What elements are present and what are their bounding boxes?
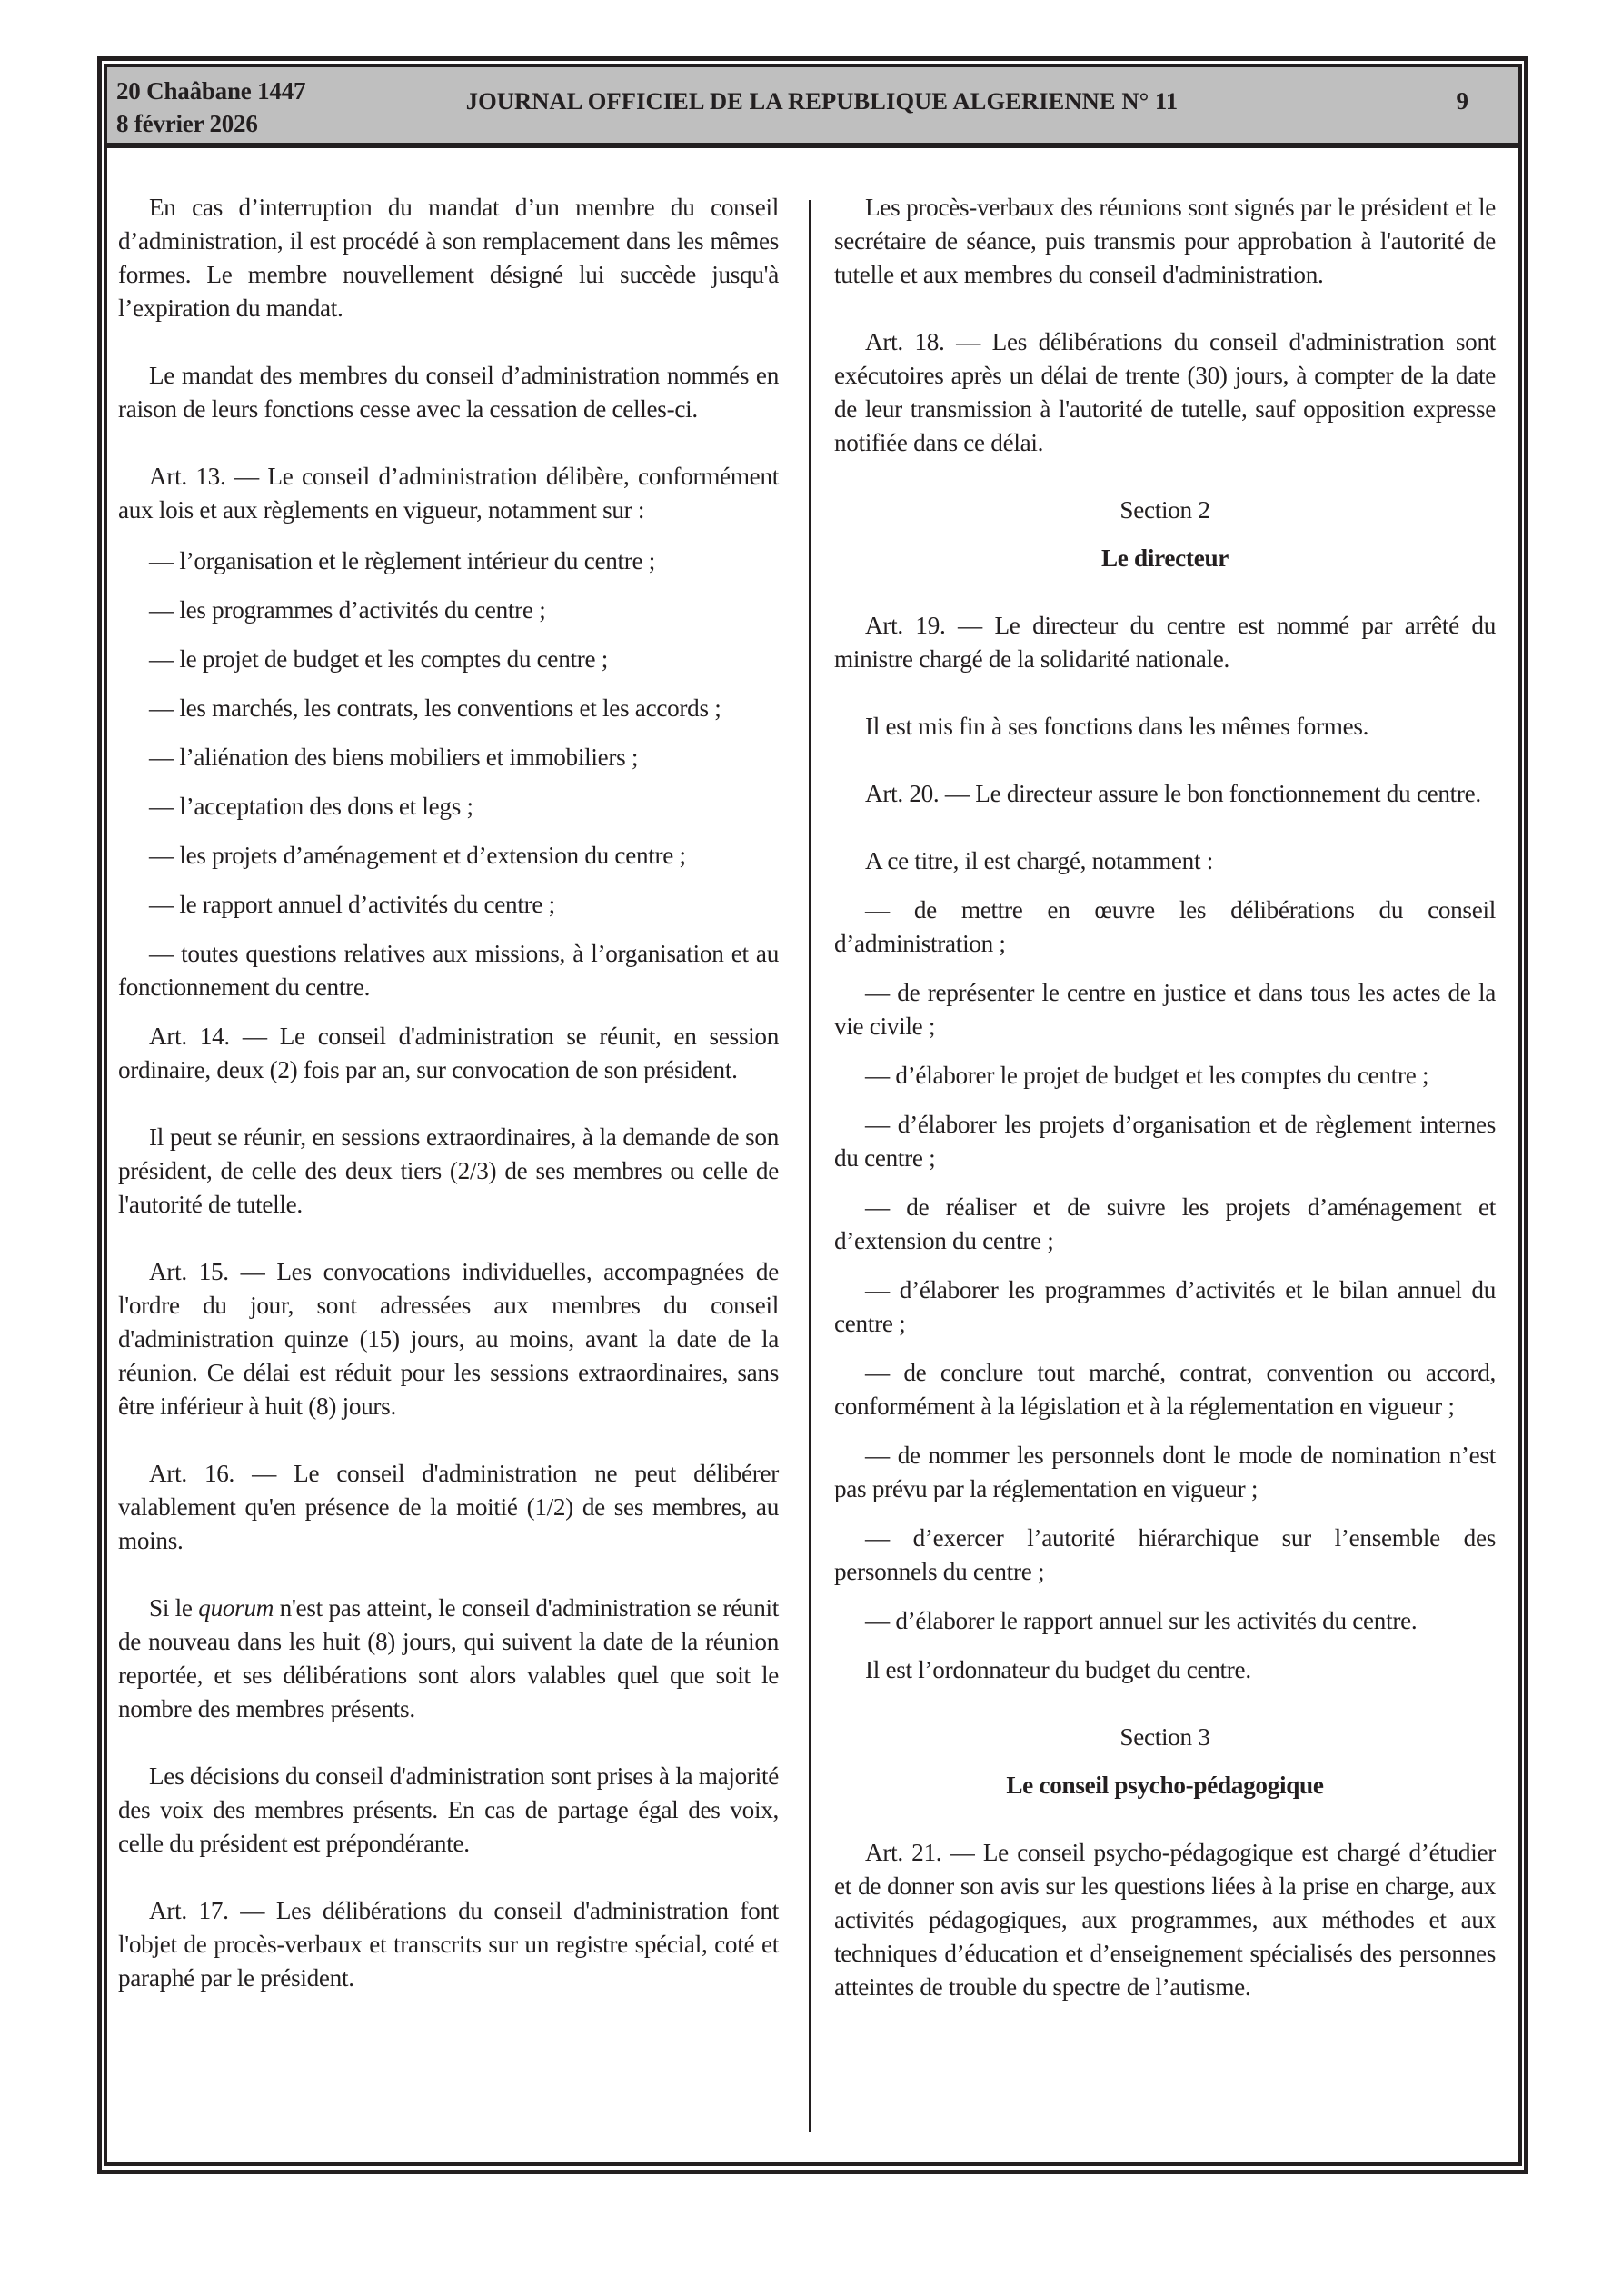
list-item: — les programmes d’activités du centre ; (149, 596, 546, 624)
article-15: Art. 15. — Les convocations individuelles, accompagnées de l'ordre du jour, sont adressées aux membres du conseil d'administration quinze (15) jours, au moins, avant la date de la réunion. Ce délai est réduit pour les sessions extraordinaires, sans être inférieur à huit (8) jours. (118, 1258, 779, 1420)
section-2-label: Section 2 (1119, 496, 1210, 524)
article-14: Art. 14. — Le conseil d'administration se réunit, en session ordinaire, deux (2) fois par an, sur convocation de son président. (118, 1023, 779, 1083)
list-item: — le projet de budget et les comptes du centre ; (149, 645, 609, 673)
list-item: — d’élaborer les projets d’organisation et de règlement internes du centre ; (834, 1111, 1496, 1172)
article-19: Art. 19. — Le directeur du centre est nommé par arrêté du ministre chargé de la solidarité nationale. (834, 612, 1496, 673)
right-column (834, 191, 1496, 2021)
section-3-label: Section 3 (1119, 1723, 1210, 1751)
list-item: — de nommer les personnels dont le mode de nomination n’est pas prévu par la réglementation en vigueur ; (834, 1442, 1496, 1502)
list-item: — d’exercer l’autorité hiérarchique sur l’ensemble des personnels du centre ; (834, 1524, 1496, 1585)
article-16-decisions: Les décisions du conseil d'administration sont prises à la majorité des voix des membres présents. En cas de partage égal des voix, celle du président est prépondérante. (118, 1762, 779, 1857)
list-item: — d’élaborer les programmes d’activités et le bilan annuel du centre ; (834, 1276, 1496, 1337)
article-20-list (834, 893, 1496, 1638)
list-item: — toutes questions relatives aux missions, à l’organisation et au fonctionnement du centre. (118, 940, 779, 1001)
article-20: Art. 20. — Le directeur assure le bon fonctionnement du centre. (865, 780, 1481, 807)
paragraph-mandate-cessation: Le mandat des membres du conseil d’administration nommés en raison de leurs fonctions cesse avec la cessation de celles-ci. (118, 362, 779, 423)
section-2-title: Le directeur (1100, 544, 1229, 572)
article-17-minutes: Les procès-verbaux des réunions sont signés par le président et le secrétaire de séance, puis transmis pour approbation à l'autorité de tutelle et aux membres du conseil d'administration. (834, 194, 1496, 288)
section-3-title: Le conseil psycho-pédagogique (1006, 1772, 1324, 1799)
list-item: — d’élaborer le rapport annuel sur les activités du centre. (865, 1607, 1418, 1634)
list-item: — de représenter le centre en justice et dans tous les actes de la vie civile ; (834, 979, 1496, 1040)
article-20-intro: A ce titre, il est chargé, notamment : (865, 847, 1213, 874)
article-21: Art. 21. — Le conseil psycho-pédagogique est chargé d’étudier et de donner son avis sur les questions liées à la prise en charge, aux activités pédagogiques, aux programmes, aux méthodes et aux techniques d’éducation et d’enseignement spécialisés des personnes atteintes de trouble du spectre de l’autisme. (834, 1839, 1496, 2001)
column-divider (809, 200, 811, 2132)
list-item: — de réaliser et de suivre les projets d’aménagement et d’extension du centre ; (834, 1193, 1496, 1254)
list-item: — les projets d’aménagement et d’extension du centre ; (149, 842, 686, 869)
quorum-text-after: n'est pas atteint, le conseil d'administration se réunit de nouveau dans les huit (8) jours, qui suivent la date de la réunion reportée, et ses délibérations sont alors valables quel que soit le nombre des membres présents. (118, 1594, 779, 1722)
quorum-text-before: Si le (149, 1594, 199, 1622)
hijri-date: 20 Chaâbane 1447 (116, 77, 306, 105)
page-number: 9 (1456, 87, 1468, 115)
article-17: Art. 17. — Les délibérations du conseil d'administration font l'objet de procès-verbaux et transcrits sur un registre spécial, coté et paraphé par le président. (118, 1897, 779, 1992)
list-item: — le rapport annuel d’activités du centre ; (149, 891, 555, 918)
quorum-term: quorum (198, 1594, 274, 1622)
article-14-extraordinary: Il peut se réunir, en sessions extraordinaires, à la demande de son président, de celle des deux tiers (2/3) de ses membres ou celle de l'autorité de tutelle. (118, 1123, 779, 1218)
article-13-intro: Art. 13. — Le conseil d’administration délibère, conformément aux lois et aux règlements en vigueur, notamment sur : (118, 463, 779, 524)
list-item: — les marchés, les contrats, les conventions et les accords ; (149, 694, 721, 722)
article-13-list (118, 544, 779, 1004)
list-item: — l’aliénation des biens mobiliers et immobiliers ; (149, 744, 639, 771)
list-item: — l’organisation et le règlement intérieur du centre ; (149, 547, 656, 574)
list-item: — de mettre en œuvre les délibérations du conseil d’administration ; (834, 896, 1496, 957)
left-column (118, 191, 779, 2012)
article-16-quorum (118, 1592, 779, 1726)
article-18: Art. 18. — Les délibérations du conseil d'administration sont exécutoires après un délai de trente (30) jours, à compter de la date de leur transmission à l'autorité de tutelle, sauf opposition expresse notifiée dans ce délai. (834, 328, 1496, 456)
page-header (107, 67, 1518, 148)
paragraph-mandate-interruption: En cas d’interruption du mandat d’un membre du conseil d’administration, il est procédé à son remplacement dans les mêmes formes. Le membre nouvellement désigné lui succède jusqu'à l’expiration du mandat. (118, 194, 779, 322)
article-19-termination: Il est mis fin à ses fonctions dans les mêmes formes. (865, 713, 1369, 740)
list-item: — d’élaborer le projet de budget et les comptes du centre ; (865, 1062, 1429, 1089)
list-item: — de conclure tout marché, contrat, convention ou accord, conformément à la législation et à la réglementation en vigueur ; (834, 1359, 1496, 1420)
article-20-closing: Il est l’ordonnateur du budget du centre. (865, 1656, 1251, 1683)
list-item: — l’acceptation des dons et legs ; (149, 793, 473, 820)
journal-title: JOURNAL OFFICIEL DE LA REPUBLIQUE ALGERIENNE N° 11 (465, 87, 1179, 115)
article-16: Art. 16. — Le conseil d'administration ne peut délibérer valablement qu'en présence de la moitié (1/2) de ses membres, au moins. (118, 1460, 779, 1554)
gregorian-date: 8 février 2026 (116, 110, 258, 137)
